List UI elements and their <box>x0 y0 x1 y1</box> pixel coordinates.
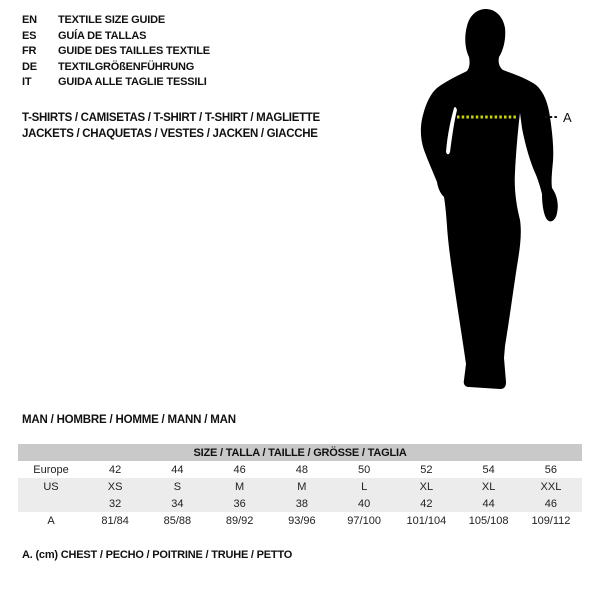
table-cell: 42 <box>395 495 457 512</box>
table-cell: 40 <box>333 495 395 512</box>
table-cell: S <box>146 478 208 495</box>
table-row-a-chest <box>18 512 582 529</box>
language-row-es <box>22 29 210 45</box>
measurement-footnote: A. (cm) CHEST / PECHO / POITRINE / TRUHE / PETTO <box>22 549 293 561</box>
language-code: DE <box>22 60 37 73</box>
size-table-header-row <box>18 444 582 461</box>
category-jackets: JACKETS / CHAQUETAS / VESTES / JACKEN / GIACCHE <box>22 127 318 140</box>
table-row-numeric <box>18 495 582 512</box>
man-silhouette-shape <box>421 9 558 389</box>
table-cell: L <box>333 478 395 495</box>
language-guide-title: GUÍA DE TALLAS <box>58 29 147 42</box>
table-cell: 93/96 <box>288 514 316 527</box>
row-label <box>18 495 84 512</box>
language-guide-title: GUIDE DES TAILLES TEXTILE <box>58 45 210 58</box>
table-cell: XS <box>84 478 146 495</box>
table-cell: 85/88 <box>163 514 192 527</box>
man-silhouette-figure <box>408 4 578 396</box>
table-cell: XXL <box>520 478 582 495</box>
table-cell: 44 <box>171 463 184 476</box>
row-label: Europe <box>33 463 69 476</box>
table-cell: 101/104 <box>406 514 447 527</box>
language-code: ES <box>22 29 37 42</box>
table-cell: M <box>209 478 271 495</box>
language-row-en <box>22 13 210 29</box>
size-table <box>18 444 582 529</box>
table-cell: 97/100 <box>347 514 381 527</box>
table-cell: 46 <box>520 495 582 512</box>
language-row-it <box>22 75 210 91</box>
table-cell: 105/108 <box>468 514 509 527</box>
table-cell: 38 <box>271 495 333 512</box>
language-row-fr <box>22 44 210 60</box>
table-row-us <box>18 478 582 495</box>
table-cell: 44 <box>458 495 520 512</box>
table-cell: XL <box>395 478 457 495</box>
table-cell: XL <box>458 478 520 495</box>
garment-categories <box>22 111 320 142</box>
measurement-a-label: A <box>563 110 572 125</box>
row-label: US <box>18 478 84 495</box>
language-guide-title: TEXTILGRÖßENFÜHRUNG <box>58 60 195 73</box>
man-silhouette-icon <box>408 4 578 396</box>
language-code: FR <box>22 45 37 58</box>
table-cell: 56 <box>544 463 558 476</box>
table-cell: 46 <box>233 463 246 476</box>
language-list <box>22 13 210 91</box>
table-cell: 48 <box>295 463 308 476</box>
table-cell: 32 <box>84 495 146 512</box>
table-cell: 50 <box>358 463 371 476</box>
table-cell: 81/84 <box>101 514 129 527</box>
table-cell: 36 <box>209 495 271 512</box>
language-guide-title: TEXTILE SIZE GUIDE <box>58 14 166 26</box>
table-cell: 109/112 <box>531 514 571 527</box>
size-table-header: SIZE / TALLA / TAILLE / GRÖSSE / TAGLIA <box>18 444 582 461</box>
table-cell: 52 <box>420 463 433 476</box>
language-row-de <box>22 60 210 76</box>
section-label-man: MAN / HOMBRE / HOMME / MANN / MAN <box>22 414 236 426</box>
table-cell: 42 <box>109 463 122 476</box>
table-cell: 89/92 <box>225 514 254 527</box>
table-cell: 54 <box>482 463 495 476</box>
table-cell: M <box>271 478 333 495</box>
table-row-europe <box>18 461 582 478</box>
language-code: IT <box>22 76 32 89</box>
language-code: EN <box>22 14 37 26</box>
language-guide-title: GUIDA ALLE TAGLIE TESSILI <box>58 76 207 89</box>
category-tshirts: T-SHIRTS / CAMISETAS / T-SHIRT / T-SHIRT / MAGLIETTE <box>22 112 320 124</box>
row-label: A <box>47 514 55 527</box>
table-cell: 34 <box>146 495 208 512</box>
